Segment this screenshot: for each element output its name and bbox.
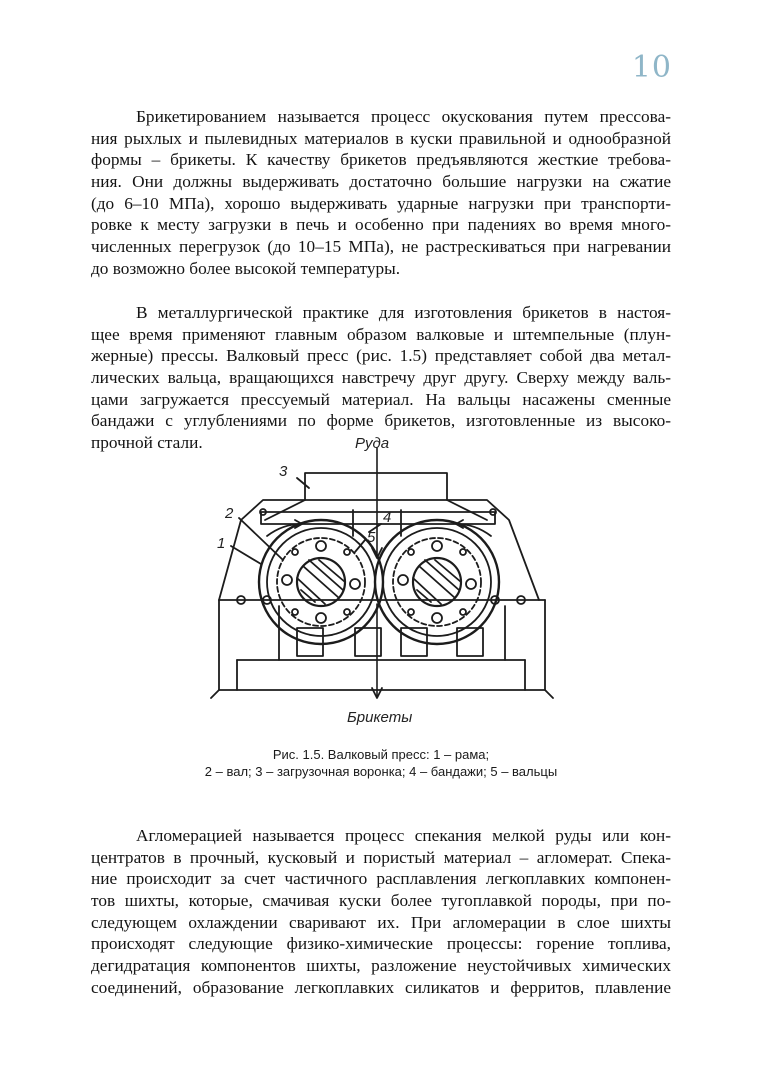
- callout-1: 1: [217, 535, 226, 552]
- text-line: численных перегрузок (до 10–15 МПа), не растрескиваться при нагревании: [91, 237, 671, 257]
- text-line: ние происходит за счет частичного расплавления легкоплавких компонен-: [91, 869, 671, 889]
- text-line: лических вальца, вращающихся навстречу друг другу. Сверху между валь-: [91, 368, 671, 388]
- text-line: ния. Они должны выдерживать достаточно большие нагрузки на сжатие: [91, 172, 671, 192]
- caption-line: 2 – вал; 3 – загрузочная воронка; 4 – бандажи; 5 – вальцы: [204, 764, 558, 779]
- callout-3: 3: [279, 463, 288, 480]
- base-window: [457, 628, 483, 656]
- text-line: формы – брикеты. К качеству брикетов предъявляются жесткие требова-: [91, 150, 671, 170]
- text-line: соединений, образование легкоплавких силикатов и ферритов, плавление: [91, 977, 671, 997]
- text-line: бандажи с углублениями по форме брикетов, изготовленные из высоко-: [91, 411, 671, 431]
- ore-label: Руда: [355, 435, 390, 452]
- text-line: жерные) прессы. Валковый пресс (рис. 1.5) представляет собой два метал-: [91, 346, 671, 366]
- text-line: В металлургической практике для изготовления брикетов в настоя-: [136, 303, 671, 322]
- paragraph-agglomeration: [91, 825, 671, 999]
- text-line: ния рыхлых и пылевидных материалов в куски правильной и однообразной: [91, 128, 671, 148]
- text-line: следующем охлаждении сваривают их. При агломерации в слое шихты: [91, 912, 671, 932]
- text-line: ровке к месту загрузки в печь и особенно при падениях во время много-: [91, 215, 671, 235]
- text-line: дегидратация компонентов шихты, разложение неустойчивых химических: [91, 956, 671, 976]
- text-line: Брикетированием называется процесс окускования путем прессова-: [136, 107, 671, 126]
- text-line: щее время применяют главным образом валковые и штемпельные (плун-: [91, 324, 671, 344]
- right-roller: [375, 520, 499, 644]
- text-line: прочной стали.: [91, 433, 203, 453]
- text-line: центратов в прочный, кусковый и пористый материал – агломерат. Спека-: [91, 847, 671, 867]
- callout-2: 2: [225, 505, 234, 522]
- figure-caption: [91, 746, 671, 780]
- text-line: до возможно более высокой температуры.: [91, 258, 401, 278]
- hopper-outline: [305, 473, 447, 500]
- paragraph-briquetting: [91, 106, 671, 280]
- text-line: (до 6–10 МПа), хорошо выдерживать ударные нагрузки при транспорти-: [91, 193, 671, 213]
- text-line: цами загружается прессуемый материал. На вальцы насажены сменные: [91, 389, 671, 409]
- text-line: происходят следующие физико-химические процессы: горение топлива,: [91, 934, 671, 954]
- page-number: 10: [631, 50, 672, 85]
- callout-4: 4: [383, 509, 392, 526]
- text-line: Агломерацией называется процесс спекания мелкой руды или кон-: [136, 826, 671, 845]
- left-roller: [259, 520, 383, 644]
- caption-line: Рис. 1.5. Валковый пресс: 1 – рама;: [272, 747, 490, 762]
- callout-5: 5: [367, 529, 376, 546]
- roller-press-figure: [205, 428, 575, 740]
- briquettes-label: Брикеты: [347, 709, 413, 726]
- text-line: тов шихты, которые, смачивая куски более тугоплавкой породы, при по-: [91, 891, 671, 911]
